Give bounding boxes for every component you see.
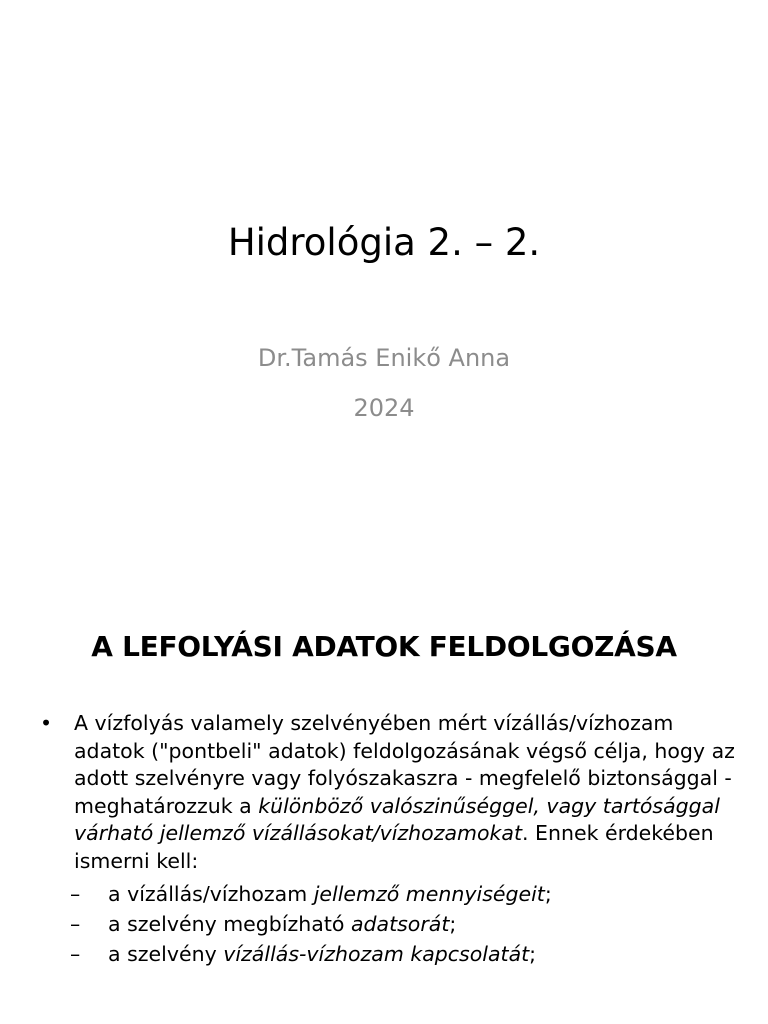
bullet-paragraph: [74, 710, 740, 875]
sub-item-text: a szelvény: [108, 942, 224, 966]
paragraph-italic-text: különböző valószinűséggel, vagy tartósággal várható jellemző vízállásokat/vízhozamokat: [74, 793, 720, 845]
paragraph-text-1: A vízfolyás valamely szelvényében mért vízállás/vízhozam adatok ("pontbeli" adatok) feldolgozásának végső célja, hogy az adott szelvényre vagy folyószakaszra - megfelelő biztonsággal - meghatározzuk a: [74, 711, 735, 818]
sub-item-punct: ;: [529, 942, 537, 966]
section-heading: A LEFOLYÁSI ADATOK FELDOLGOZÁSA: [91, 630, 677, 663]
sub-item-italic: jellemző mennyiségeit: [313, 882, 545, 906]
sub-item-text: a vízállás/vízhozam: [108, 882, 314, 906]
year: 2024: [353, 394, 415, 422]
sub-item-text: a szelvény megbízható: [108, 912, 351, 936]
sub-item-punct: ;: [449, 912, 457, 936]
sub-item: [40, 909, 740, 939]
bullet-list: [40, 710, 740, 969]
dash-icon: –: [70, 942, 81, 966]
bullet-icon: •: [40, 711, 53, 735]
content-slide: [0, 576, 768, 1024]
dash-icon: –: [70, 882, 81, 906]
slide-subtitle: [0, 333, 768, 433]
sub-item: [40, 939, 740, 969]
sub-item-italic: vízállás-vízhozam kapcsolatát: [223, 942, 530, 966]
paragraph-text-3: . Ennek érdekében ismerni kell:: [74, 821, 714, 873]
sub-item: [40, 879, 740, 909]
slide-title: Hidrológia 2. – 2.: [227, 221, 541, 264]
sub-item-italic: adatsorát: [350, 912, 450, 936]
dash-icon: –: [70, 912, 81, 936]
sub-bullet-list: [40, 879, 740, 969]
author-name: Dr.Tamás Enikő Anna: [257, 344, 511, 372]
sub-item-punct: ;: [544, 882, 552, 906]
